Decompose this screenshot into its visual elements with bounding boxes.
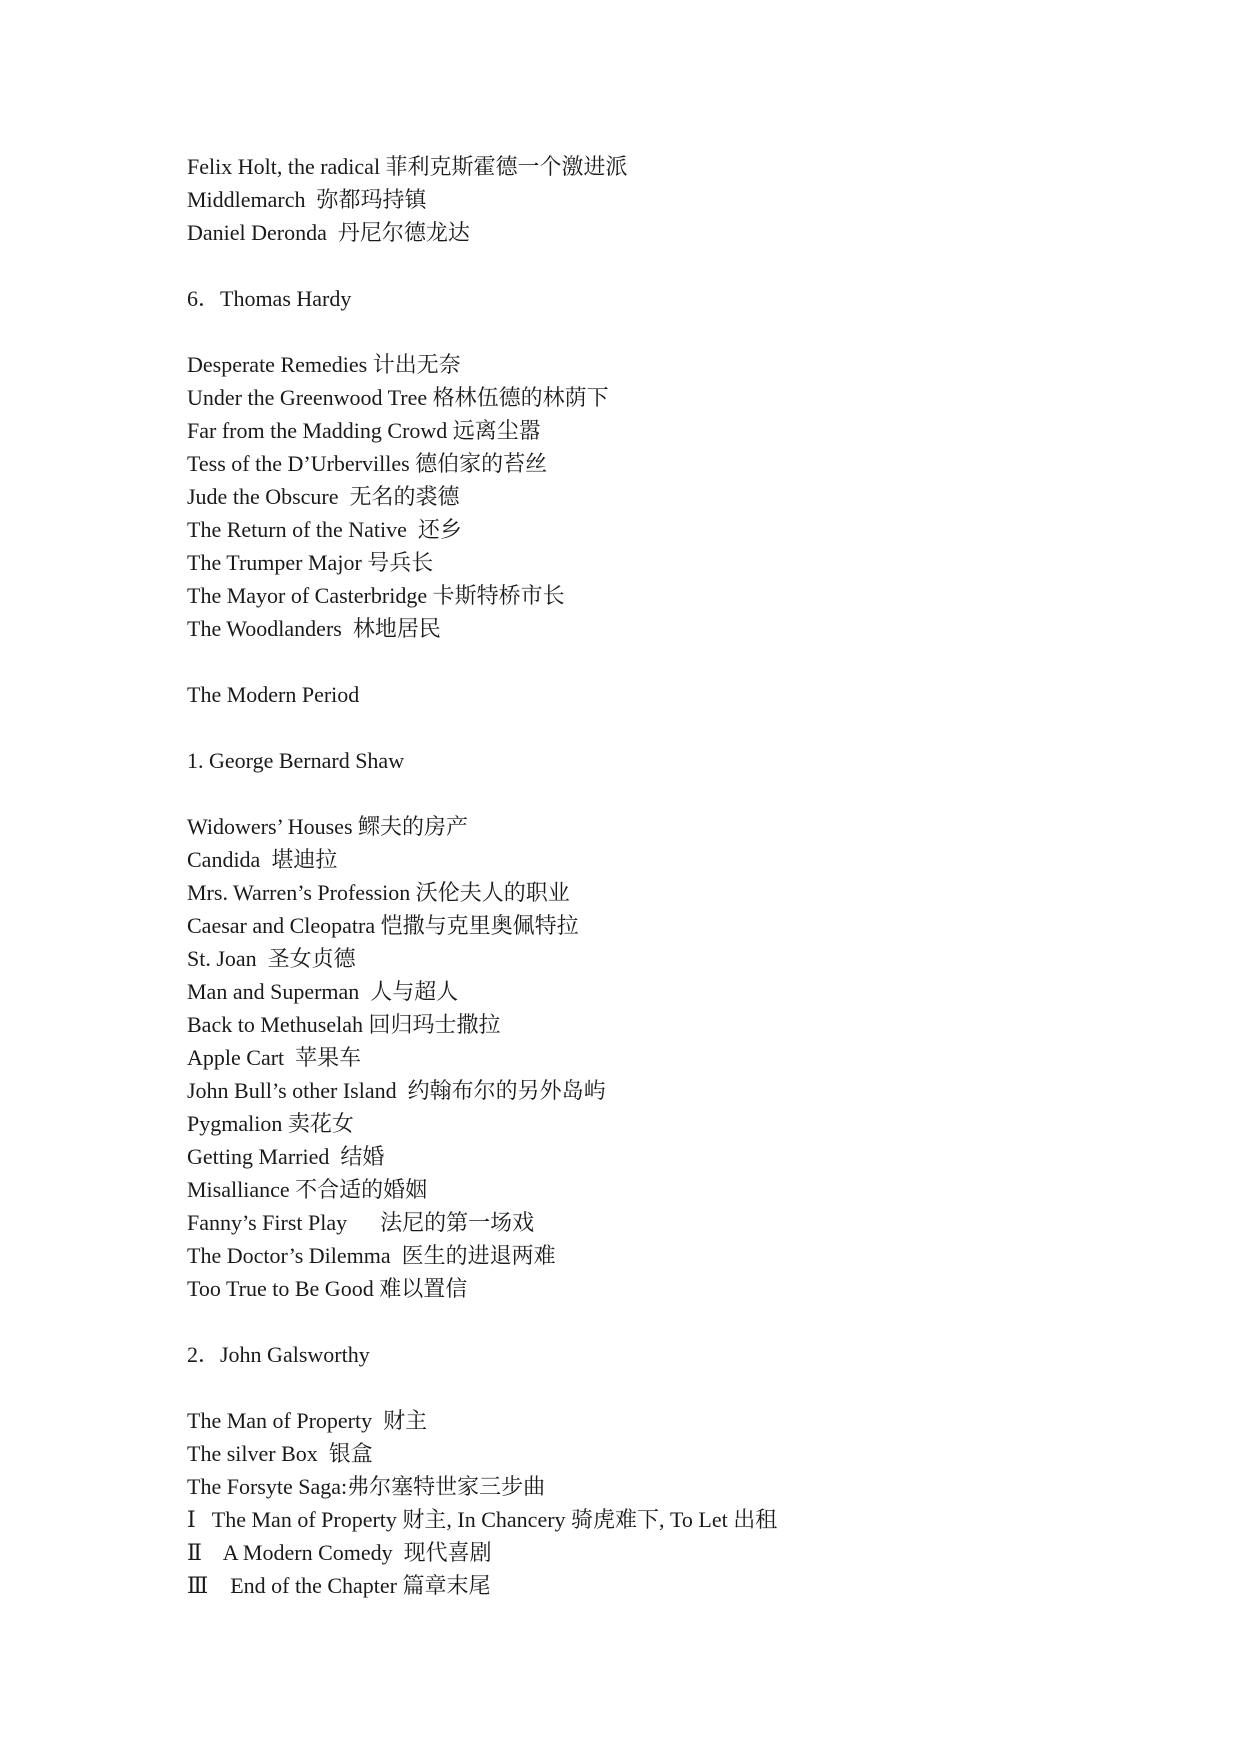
text-line: The Doctor’s Dilemma 医生的进退两难 (187, 1243, 556, 1268)
text-line: Mrs. Warren’s Profession 沃伦夫人的职业 (187, 880, 570, 905)
text-line: Jude the Obscure 无名的裘德 (187, 484, 460, 509)
section-heading: The Modern Period (187, 682, 360, 707)
blank-line (187, 711, 1187, 744)
text-line: Apple Cart 苹果车 (187, 1045, 362, 1070)
text-line: Ⅲ End of the Chapter 篇章末尾 (187, 1573, 491, 1598)
text-line: Widowers’ Houses 鳏夫的房产 (187, 814, 469, 839)
text-line: The silver Box 银盒 (187, 1441, 373, 1466)
text-line: The Forsyte Saga:弗尔塞特世家三步曲 (187, 1474, 546, 1499)
text-line: Middlemarch 弥都玛持镇 (187, 187, 427, 212)
text-line: Desperate Remedies 计出无奈 (187, 352, 461, 377)
text-line: Far from the Madding Crowd 远离尘嚣 (187, 418, 541, 443)
text-line: Tess of the D’Urbervilles 德伯家的苔丝 (187, 451, 548, 476)
text-line: The Woodlanders 林地居民 (187, 616, 441, 641)
text-line: Getting Married 结婚 (187, 1144, 385, 1169)
text-line: Back to Methuselah 回归玛士撒拉 (187, 1012, 501, 1037)
text-line: The Man of Property 财主 (187, 1408, 428, 1433)
text-line: John Bull’s other Island 约翰布尔的另外岛屿 (187, 1078, 606, 1103)
blank-line (187, 645, 1187, 678)
text-line: The Return of the Native 还乡 (187, 517, 462, 542)
document-body (187, 150, 1187, 1602)
text-line: Felix Holt, the radical 菲利克斯霍德一个激进派 (187, 154, 628, 179)
text-line: Ⅱ A Modern Comedy 现代喜剧 (187, 1540, 492, 1565)
blank-line (187, 249, 1187, 282)
text-line: Man and Superman 人与超人 (187, 979, 459, 1004)
section-heading: 6．Thomas Hardy (187, 286, 352, 311)
text-line: The Trumper Major 号兵长 (187, 550, 434, 575)
text-line: St. Joan 圣女贞德 (187, 946, 356, 971)
blank-line (187, 1305, 1187, 1338)
text-line: Caesar and Cleopatra 恺撒与克里奥佩特拉 (187, 913, 579, 938)
text-line: Ⅰ The Man of Property 财主, In Chancery 骑虎难下, To Let 出租 (187, 1507, 778, 1532)
blank-line (187, 315, 1187, 348)
text-line: Pygmalion 卖花女 (187, 1111, 354, 1136)
blank-line (187, 1371, 1187, 1404)
text-line: Too True to Be Good 难以置信 (187, 1276, 468, 1301)
section-heading: 2．John Galsworthy (187, 1342, 370, 1367)
text-line: Daniel Deronda 丹尼尔德龙达 (187, 220, 470, 245)
section-heading: 1. George Bernard Shaw (187, 748, 405, 773)
text-line: Fanny’s First Play 法尼的第一场戏 (187, 1210, 535, 1235)
text-line: Misalliance 不合适的婚姻 (187, 1177, 428, 1202)
text-line: Under the Greenwood Tree 格林伍德的林荫下 (187, 385, 609, 410)
text-line: Candida 堪迪拉 (187, 847, 338, 872)
blank-line (187, 777, 1187, 810)
text-line: The Mayor of Casterbridge 卡斯特桥市长 (187, 583, 565, 608)
